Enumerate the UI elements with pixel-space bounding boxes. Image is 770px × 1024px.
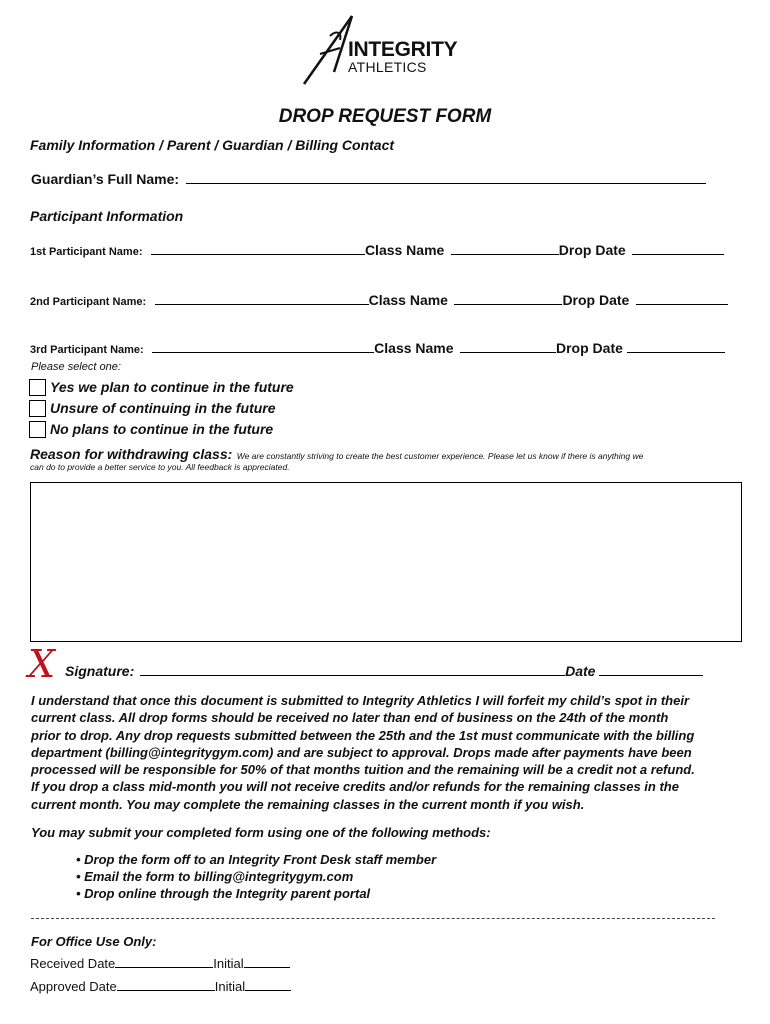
received-initial-field[interactable] <box>244 956 290 968</box>
policy-paragraph <box>31 692 746 813</box>
continue-unsure-checkbox[interactable] <box>29 400 46 417</box>
received-date-field[interactable] <box>115 956 213 968</box>
logo-name: INTEGRITY <box>348 38 458 61</box>
participant-1-name-field[interactable] <box>151 243 365 255</box>
continue-yes-checkbox[interactable] <box>29 379 46 396</box>
approved-initial-field[interactable] <box>245 979 291 991</box>
office-row <box>30 956 290 971</box>
select-prompt: Please select one: <box>31 361 121 373</box>
policy-line: current month. You may complete the remaining classes in the current month if you wish. <box>31 796 585 812</box>
guardian-label: Guardian’s Full Name: <box>31 171 180 187</box>
participant-2-drop-date-field[interactable] <box>636 293 728 305</box>
signature-date-label: Date <box>565 663 596 679</box>
continue-no-checkbox[interactable] <box>29 421 46 438</box>
class-name-label: Class Name <box>368 292 448 308</box>
guardian-name-field[interactable] <box>186 172 706 184</box>
logo-subtitle: ATHLETICS <box>348 59 427 75</box>
option-yes-label: Yes we plan to continue in the future <box>50 379 294 395</box>
signature-field[interactable] <box>140 664 565 676</box>
participant-row <box>30 242 724 260</box>
reason-note-line-2: can do to provide a better service to you. All feedback is appreciated. <box>30 462 290 472</box>
signature-row <box>65 663 703 679</box>
approved-date-field[interactable] <box>117 979 215 991</box>
participant-section-heading: Participant Information <box>30 208 184 224</box>
option-unsure-label: Unsure of continuing in the future <box>50 400 276 416</box>
guardian-row <box>31 171 706 187</box>
submit-heading: You may submit your completed form using one of the following methods: <box>31 825 491 840</box>
office-use-heading: For Office Use Only: <box>31 934 157 949</box>
participant-2-label: 2nd Participant Name: <box>30 296 147 308</box>
drop-date-label: Drop Date <box>558 242 626 258</box>
list-item: • Drop the form off to an Integrity Front Desk staff member <box>76 852 437 867</box>
policy-line: processed will be responsible for 50% of that months tuition and the remaining will be a credit not a refund. <box>31 762 695 778</box>
drop-date-label: Drop Date <box>556 340 623 356</box>
office-row <box>30 979 291 994</box>
participant-3-class-field[interactable] <box>460 341 556 353</box>
participant-1-drop-date-field[interactable] <box>632 243 724 255</box>
participant-row <box>30 340 725 358</box>
option-no-label: No plans to continue in the future <box>50 421 274 437</box>
class-name-label: Class Name <box>364 242 445 258</box>
received-initial-label: Initial <box>213 956 244 971</box>
list-item: • Email the form to billing@integritygym.com <box>76 869 354 884</box>
policy-line: I understand that once this document is submitted to Integrity Athletics I will forfeit my child’s spot in their <box>31 693 690 708</box>
submit-methods-list <box>76 851 436 902</box>
list-item: • Drop online through the Integrity parent portal <box>76 886 371 901</box>
policy-line: If you drop a class mid-month you will not receive credits and/or refunds for the remaining classes in the <box>31 779 679 795</box>
approved-initial-label: Initial <box>214 979 246 994</box>
class-name-label: Class Name <box>374 340 454 356</box>
participant-row <box>30 292 728 310</box>
approved-date-label: Approved Date <box>30 979 117 994</box>
divider <box>31 918 715 919</box>
family-section-heading: Family Information / Parent / Guardian / Billing Contact <box>30 137 395 153</box>
participant-1-class-field[interactable] <box>451 243 559 255</box>
reason-note-line-1: We are constantly striving to create the best customer experience. Please let us know if there is anything we <box>236 451 644 461</box>
participant-1-label: 1st Participant Name: <box>30 246 143 258</box>
form-title: DROP REQUEST FORM <box>278 106 492 127</box>
policy-line: current class. All drop forms should be received no later than end of business on the 24th of the month <box>31 710 669 726</box>
participant-2-class-field[interactable] <box>454 293 562 305</box>
signature-label: Signature: <box>65 663 135 679</box>
participant-3-drop-date-field[interactable] <box>627 341 725 353</box>
feedback-textarea[interactable] <box>30 482 742 642</box>
reason-heading: Reason for withdrawing class: <box>30 446 233 462</box>
participant-3-name-field[interactable] <box>152 341 374 353</box>
drop-date-label: Drop Date <box>562 292 630 308</box>
received-date-label: Received Date <box>30 956 116 971</box>
policy-line: prior to drop. Any drop requests submitted between the 25th and the 1st must communicate with the billing <box>31 727 695 743</box>
signature-date-field[interactable] <box>599 664 703 676</box>
participant-3-label: 3rd Participant Name: <box>30 344 144 356</box>
signature-x-mark: X <box>28 642 56 686</box>
participant-2-name-field[interactable] <box>155 293 369 305</box>
policy-line: department (billing@integritygym.com) and are subject to approval. Drops made after payments have been <box>31 744 692 760</box>
